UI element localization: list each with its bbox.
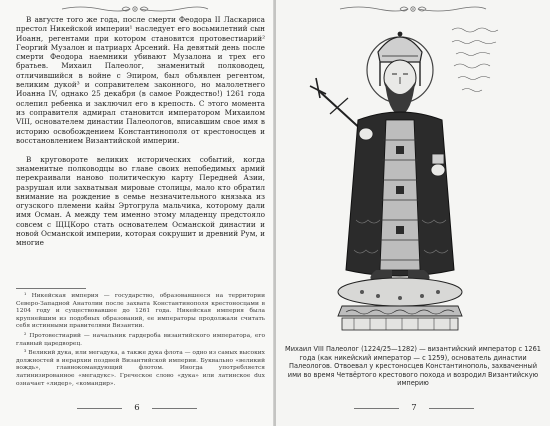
footnote-rule	[16, 288, 86, 289]
top-ornament	[60, 4, 210, 14]
left-page	[0, 0, 274, 426]
top-ornament	[338, 4, 488, 14]
page-number-right: 7	[354, 402, 474, 414]
page-number-left: 6	[77, 402, 197, 414]
handwritten-note	[452, 28, 498, 92]
main-text	[16, 15, 265, 248]
emperor-portrait	[302, 20, 528, 338]
portrait-caption: Михаил VIII Палеолог (1224/25—1282) — византийский император с 1261 года (как никейский император — с 1259), основатель династии Палеологов. Отвоевал у крестоносцев Константинополь, захваченный ими во время Четвёртого крестового похода и возродил Византийскую империю	[285, 345, 541, 388]
footnote: ² Протовестиарий — начальник гардероба византийского императора, его главный царедворец.	[16, 332, 265, 347]
footnotes	[16, 293, 265, 390]
footnote: ³ Великий дука, или мегадука, а также дука флота — одно из самых высоких должностей в иерархии поздней Византийской империи. Буквально «великий вождь», главнокомандующий флотом. Иногда употребляется латинизированное «мегадукс». Греческое слово «дука» или латинское dux означает «лидер», «командир».	[16, 350, 265, 387]
right-page	[276, 0, 550, 426]
paragraph: В круговороте великих исторических событий, когда знаменитые полководцы во главе своих непобедимых армий перекраивали наново политическую карту Передней Азии, разрушая или захватывая мировые столицы, мало кто обратил внимание на рождение в семье незначительного князька из огузского племени кайы Эртогрула мальчика, которому дали имя Осман. А между тем именно этому младенцу предстояло совсем с ЩЦКоро стать основателем Османской династии и новой Османской империи, которая сокрушит и древний Рум, и многие	[16, 154, 265, 248]
footnote: ¹ Никейская империя — государство, образовавшееся на территории Северо-Западной Анатолии после захвата Константинополя крестоносцами в 1204 году и существовавшее до 1261 года. Никейская империя была крупнейшим из подобных образований, ее императоры продолжали считать себя истинными правителями Византии.	[16, 293, 265, 330]
paragraph: В августе того же года, после смерти Феодора II Ласкариса престол Никейской империи¹ наследует его восьмилетний сын Иоанн, регентами при котором становятся протовестиарий² Георгий Музалон и патриарх Арсений. На девятый день после смерти Феодора наемники убивают Музалона и трех его братьев. Михаил Палеолог, знаменитый полководец, отличившийся в войне с Эпиром, был объявлен регентом, великим дукой³ и соправителем законного, но малолетнего Иоанна IV, однако 25 декабря (в самое Рождество!) 1261 года ослепил ребенка и заключил его в крепость. С этого момента из соправителя адмирал становится императором Михаилом VIII, основателем династии Палеологов, вписавшим свое имя в историю освобождением Константинополя от крестоносцев и восстановлением Византийской империи.	[16, 15, 265, 145]
